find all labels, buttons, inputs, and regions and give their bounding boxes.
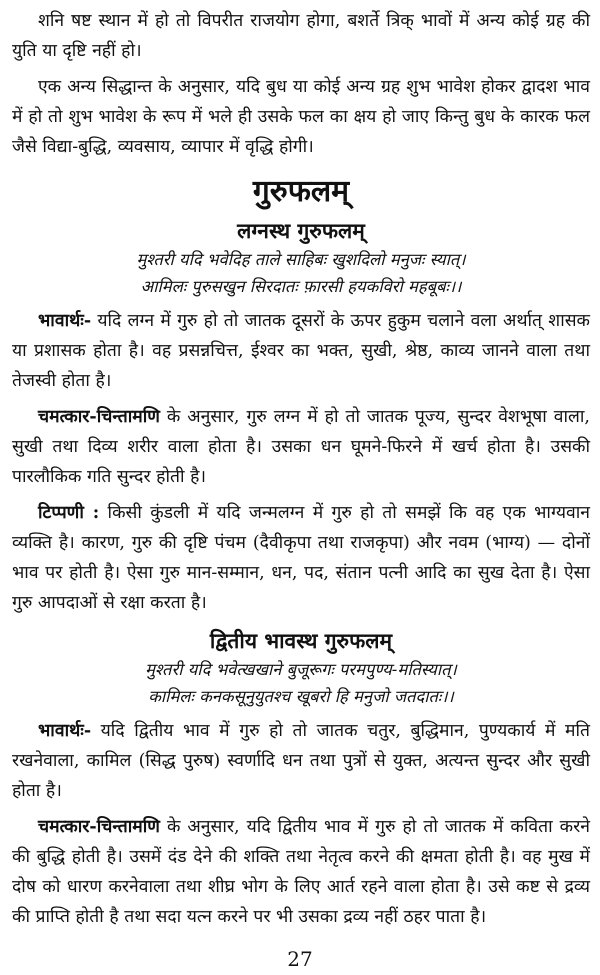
term-label: चमत्कार-चिन्तामणि [38, 407, 160, 427]
bhavarth-paragraph [12, 306, 590, 396]
term-label: भावार्थः- [38, 311, 92, 331]
term-label: टिप्पणी : [38, 503, 100, 523]
paragraph-text: के अनुसार, यदि द्वितीय भाव में गुरु हो तो जातक में कविता करने की बुद्धि होती है। उसमें दंड देने की शक्ति तथा नेतृत्व करने की क्षमता होती है। वह मुख में दोष को धारण करनेवाला तथा शीघ्र भोग के लिए आर्त रहने वाला होता है। उसे कष्ट से द्रव्य की प्राप्ति होती है तथा सदा यत्न करने पर भी उसका द्रव्य नहीं ठहर पाता है। [12, 817, 590, 927]
paragraph-text: के अनुसार, गुरु लग्न में हो तो जातक पूज्य, सुन्दर वेशभूषा वाला, सुखी तथा दिव्य शरीर वाला होता है। उसका धन घूमने-फिरने में खर्च होता है। उसकी पारलौकिक गति सुन्दर होती है। [12, 407, 590, 487]
chamatkar-paragraph [12, 402, 590, 492]
verse-line: कामिलः कनकसूनुयुतश्च खूबरो हि मनुजो जतदातः।। [148, 687, 454, 706]
chamatkar-paragraph [12, 812, 590, 932]
term-label: भावार्थः- [38, 721, 92, 741]
verse-line: मुश्तरी यदि भवेत्खखाने बुजूरूगः परमपुण्य-मतिस्यात्। [145, 660, 457, 679]
verse-line: मुश्तरी यदि भवेदिह ताले साहिबः खुशदिलो मनुजः स्यात्। [136, 250, 466, 269]
intro-paragraph-2: एक अन्य सिद्धान्त के अनुसार, यदि बुध या कोई अन्य ग्रह शुभ भावेश होकर द्वादश भाव में हो तो शुभ भावेश के रूप में भले ही उसके फल का क्षय हो जाए किन्तु बुध के कारक फल जैसे विद्या-बुद्धि, व्यवसाय, व्यापार में वृद्धि होगी। [12, 77, 590, 157]
paragraph-text: यदि लग्न में गुरु हो तो जातक दूसरों के ऊपर हुकुम चलाने वला अर्थात् शासक या प्रशासक होता है। वह प्रसन्नचित्त, ईश्वर का भक्त, सुखी, श्रेष्ठ, काव्य जानने वाला तथा तेजस्वी होता है। [12, 311, 590, 391]
section-heading-dwitiya: द्वितीय भावस्थ गुरुफलम् [209, 628, 393, 653]
chapter-title: गुरुफलम् [252, 174, 350, 209]
verse-line: आमिलः पुरुसखुन सिरदातः फ़ारसी हयकविरो महबूबः।। [140, 277, 462, 296]
paragraph-text: यदि द्वितीय भाव में गुरु हो तो जातक चतुर, बुद्धिमान, पुण्यकार्य में मति रखनेवाला, कामिल (सिद्ध पुरुष) स्वर्णादि धन तथा पुत्रों से युक्त, अत्यन्त सुन्दर और सुखी होता है। [12, 721, 590, 801]
bhavarth-paragraph [12, 716, 590, 806]
paragraph-text: किसी कुंडली में यदि जन्मलग्न में गुरु हो तो समझें कि वह एक भाग्यवान व्यक्ति है। कारण, गुरु की दृष्टि पंचम (दैवीकृपा तथा राजकृपा) और नवम (भाग्य) — दोनों भाव पर होती है। ऐसा गुरु मान-सम्मान, धन, पद, संतान पत्नी आदि का सुख देता है। ऐसा गुरु आपदाओं से रक्षा करता है। [12, 503, 591, 613]
tippani-paragraph [12, 498, 590, 618]
page-number: 27 [287, 947, 313, 971]
intro-paragraph-1: शनि षष्ट स्थान में हो तो विपरीत राजयोग होगा, बशर्ते त्रिक् भावों में अन्य कोई ग्रह की युति या दृष्टि नहीं हो। [12, 11, 590, 61]
section-heading-lagna: लग्नस्थ गुरुफलम् [237, 218, 365, 243]
term-label: चमत्कार-चिन्तामणि [38, 817, 160, 837]
